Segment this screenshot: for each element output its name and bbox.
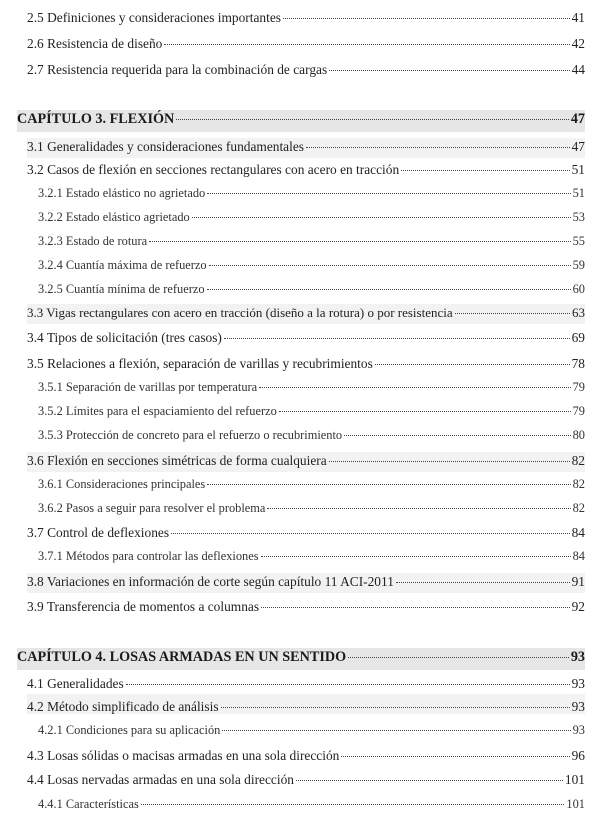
toc-title: 3.4 Tipos de solicitación (tres casos) [27, 330, 222, 345]
toc-entry-3-9[interactable] [27, 599, 585, 619]
toc-title: 3.2 Casos de flexión en secciones rectangulares con acero en tracción [27, 162, 400, 177]
toc-page: 93 [570, 649, 585, 665]
toc-entry-3-2[interactable] [27, 162, 585, 182]
toc-page: 82 [572, 477, 585, 491]
leader-dots [207, 288, 571, 290]
leader-dots [192, 216, 571, 218]
toc-page: 44 [571, 62, 585, 77]
toc-entry-3-5-3[interactable] [38, 428, 585, 448]
leader-dots [344, 434, 570, 436]
toc-entry-3-7-1[interactable] [38, 549, 585, 569]
leader-dots [267, 507, 570, 509]
leader-dots [149, 240, 571, 242]
toc-page: 69 [571, 330, 585, 345]
leader-dots [171, 532, 570, 534]
toc-title: 4.4.1 Características [38, 797, 139, 811]
leader-dots [341, 755, 569, 757]
toc-title: 2.5 Definiciones y consideraciones importantes [27, 10, 281, 25]
toc-page: 55 [572, 234, 585, 248]
toc-entry-3-2-5[interactable] [38, 282, 585, 302]
toc-page: 93 [572, 723, 585, 737]
leader-dots [221, 706, 570, 708]
toc-page: 42 [571, 36, 585, 51]
leader-dots [259, 386, 570, 388]
toc-entry-4-3[interactable] [27, 748, 585, 768]
toc-page: 79 [572, 404, 585, 418]
toc-page: 93 [571, 699, 585, 714]
toc-title: 3.5.3 Protección de concreto para el refuerzo o recubrimiento [38, 428, 343, 442]
leader-dots [209, 264, 571, 266]
toc-page: 78 [571, 356, 585, 371]
leader-dots [396, 581, 570, 583]
toc-entry-3-8[interactable] [27, 574, 585, 594]
toc-entry-4-2[interactable] [27, 699, 585, 719]
toc-entry-3-5[interactable] [27, 356, 585, 376]
toc-chapter-4[interactable] [17, 649, 585, 669]
toc-page: 91 [571, 574, 585, 589]
leader-dots [126, 683, 570, 685]
leader-dots [207, 483, 570, 485]
toc-page: 82 [572, 501, 585, 515]
leader-dots [176, 118, 569, 120]
leader-dots [306, 146, 570, 148]
toc-page: 101 [564, 772, 585, 787]
toc-entry-4-4-1[interactable] [38, 797, 585, 817]
toc-title: 3.6.2 Pasos a seguir para resolver el problema [38, 501, 266, 515]
toc-title: 2.7 Resistencia requerida para la combinación de cargas [27, 62, 328, 77]
toc-entry-2-5[interactable] [27, 10, 585, 30]
leader-dots [164, 43, 569, 45]
toc-page: 47 [571, 139, 585, 154]
leader-dots [224, 337, 570, 339]
toc-title: 3.2.5 Cuantía mínima de refuerzo [38, 282, 205, 296]
toc-title: 3.5.1 Separación de varillas por temperatura [38, 380, 258, 394]
toc-title: 3.2.3 Estado de rotura [38, 234, 148, 248]
toc-title: 3.2.4 Cuantía máxima de refuerzo [38, 258, 207, 272]
leader-dots [261, 606, 570, 608]
toc-title: 3.9 Transferencia de momentos a columnas [27, 599, 260, 614]
toc-page: 63 [572, 305, 585, 320]
leader-dots [222, 729, 570, 731]
toc-entry-3-2-3[interactable] [38, 234, 585, 254]
toc-title: 4.2.1 Condiciones para su aplicación [38, 723, 221, 737]
toc-entry-4-4[interactable] [27, 772, 585, 792]
toc-title: 3.1 Generalidades y consideraciones fundamentales [27, 139, 305, 154]
toc-entry-3-2-4[interactable] [38, 258, 585, 278]
toc-entry-2-7[interactable] [27, 62, 585, 82]
toc-page: 84 [572, 549, 585, 563]
toc-chapter-3[interactable] [17, 111, 585, 131]
leader-dots [279, 410, 571, 412]
toc-title: 3.7.1 Métodos para controlar las deflexiones [38, 549, 259, 563]
leader-dots [283, 17, 570, 19]
toc-page: 84 [571, 525, 585, 540]
toc-page: 53 [572, 210, 585, 224]
toc-title: 3.7 Control de deflexiones [27, 525, 170, 540]
toc-title: 4.2 Método simplificado de análisis [27, 699, 219, 714]
toc-title: 3.8 Variaciones en información de corte según capítulo 11 ACI-2011 [27, 574, 394, 589]
toc-title: 3.5 Relaciones a flexión, separación de varillas y recubrimientos [27, 356, 373, 371]
toc-entry-4-1[interactable] [27, 676, 585, 696]
toc-entry-3-4[interactable] [27, 330, 585, 350]
toc-title: 3.6.1 Consideraciones principales [38, 477, 206, 491]
toc-entry-3-6[interactable] [27, 453, 585, 473]
toc-page: 80 [572, 428, 585, 442]
toc-page: 41 [571, 10, 585, 25]
toc-page: 101 [566, 797, 585, 811]
toc-title: 3.5.2 Límites para el espaciamiento del refuerzo [38, 404, 277, 418]
toc-entry-2-6[interactable] [27, 36, 585, 56]
toc-title: 2.6 Resistencia de diseño [27, 36, 163, 51]
toc-entry-3-7[interactable] [27, 525, 585, 545]
leader-dots [141, 803, 565, 805]
toc-entry-3-6-1[interactable] [38, 477, 585, 497]
leader-dots [329, 460, 570, 462]
toc-entry-3-5-2[interactable] [38, 404, 585, 424]
leader-dots [296, 779, 563, 781]
chapter-title: CAPÍTULO 4. LOSAS ARMADAS EN UN SENTIDO [17, 649, 347, 665]
chapter-title: CAPÍTULO 3. FLEXIÓN [17, 111, 175, 127]
leader-dots [401, 169, 569, 171]
toc-entry-3-5-1[interactable] [38, 380, 585, 400]
toc-page: 82 [571, 453, 585, 468]
toc-title: 3.6 Flexión en secciones simétricas de forma cualquiera [27, 453, 327, 468]
toc-entry-3-2-2[interactable] [38, 210, 585, 230]
toc-entry-3-3[interactable] [27, 305, 585, 325]
toc-title: 4.1 Generalidades [27, 676, 124, 691]
leader-dots [375, 363, 570, 365]
toc-entry-4-2-1[interactable] [38, 723, 585, 743]
toc-title: 4.3 Losas sólidas o macisas armadas en una sola dirección [27, 748, 340, 763]
leader-dots [455, 312, 570, 314]
toc-page: 59 [572, 258, 585, 272]
toc-page: 60 [572, 282, 585, 296]
toc-page: 51 [571, 162, 585, 177]
leader-dots [329, 69, 569, 71]
toc-entry-3-1[interactable] [27, 139, 585, 159]
toc-title: 3.3 Vigas rectangulares con acero en tracción (diseño a la rotura) o por resistencia [27, 305, 453, 320]
toc-entry-3-6-2[interactable] [38, 501, 585, 521]
leader-dots [261, 555, 571, 557]
toc-entry-3-2-1[interactable] [38, 186, 585, 206]
toc-page: 47 [570, 111, 585, 127]
toc-page: 51 [572, 186, 585, 200]
toc-page: 93 [571, 676, 585, 691]
leader-dots [348, 656, 569, 658]
toc-page: 92 [571, 599, 585, 614]
leader-dots [207, 192, 570, 194]
toc-title: 3.2.2 Estado elástico agrietado [38, 210, 190, 224]
toc-page: 79 [572, 380, 585, 394]
toc-title: 4.4 Losas nervadas armadas en una sola dirección [27, 772, 294, 787]
toc-title: 3.2.1 Estado elástico no agrietado [38, 186, 206, 200]
toc-page: 96 [571, 748, 585, 763]
